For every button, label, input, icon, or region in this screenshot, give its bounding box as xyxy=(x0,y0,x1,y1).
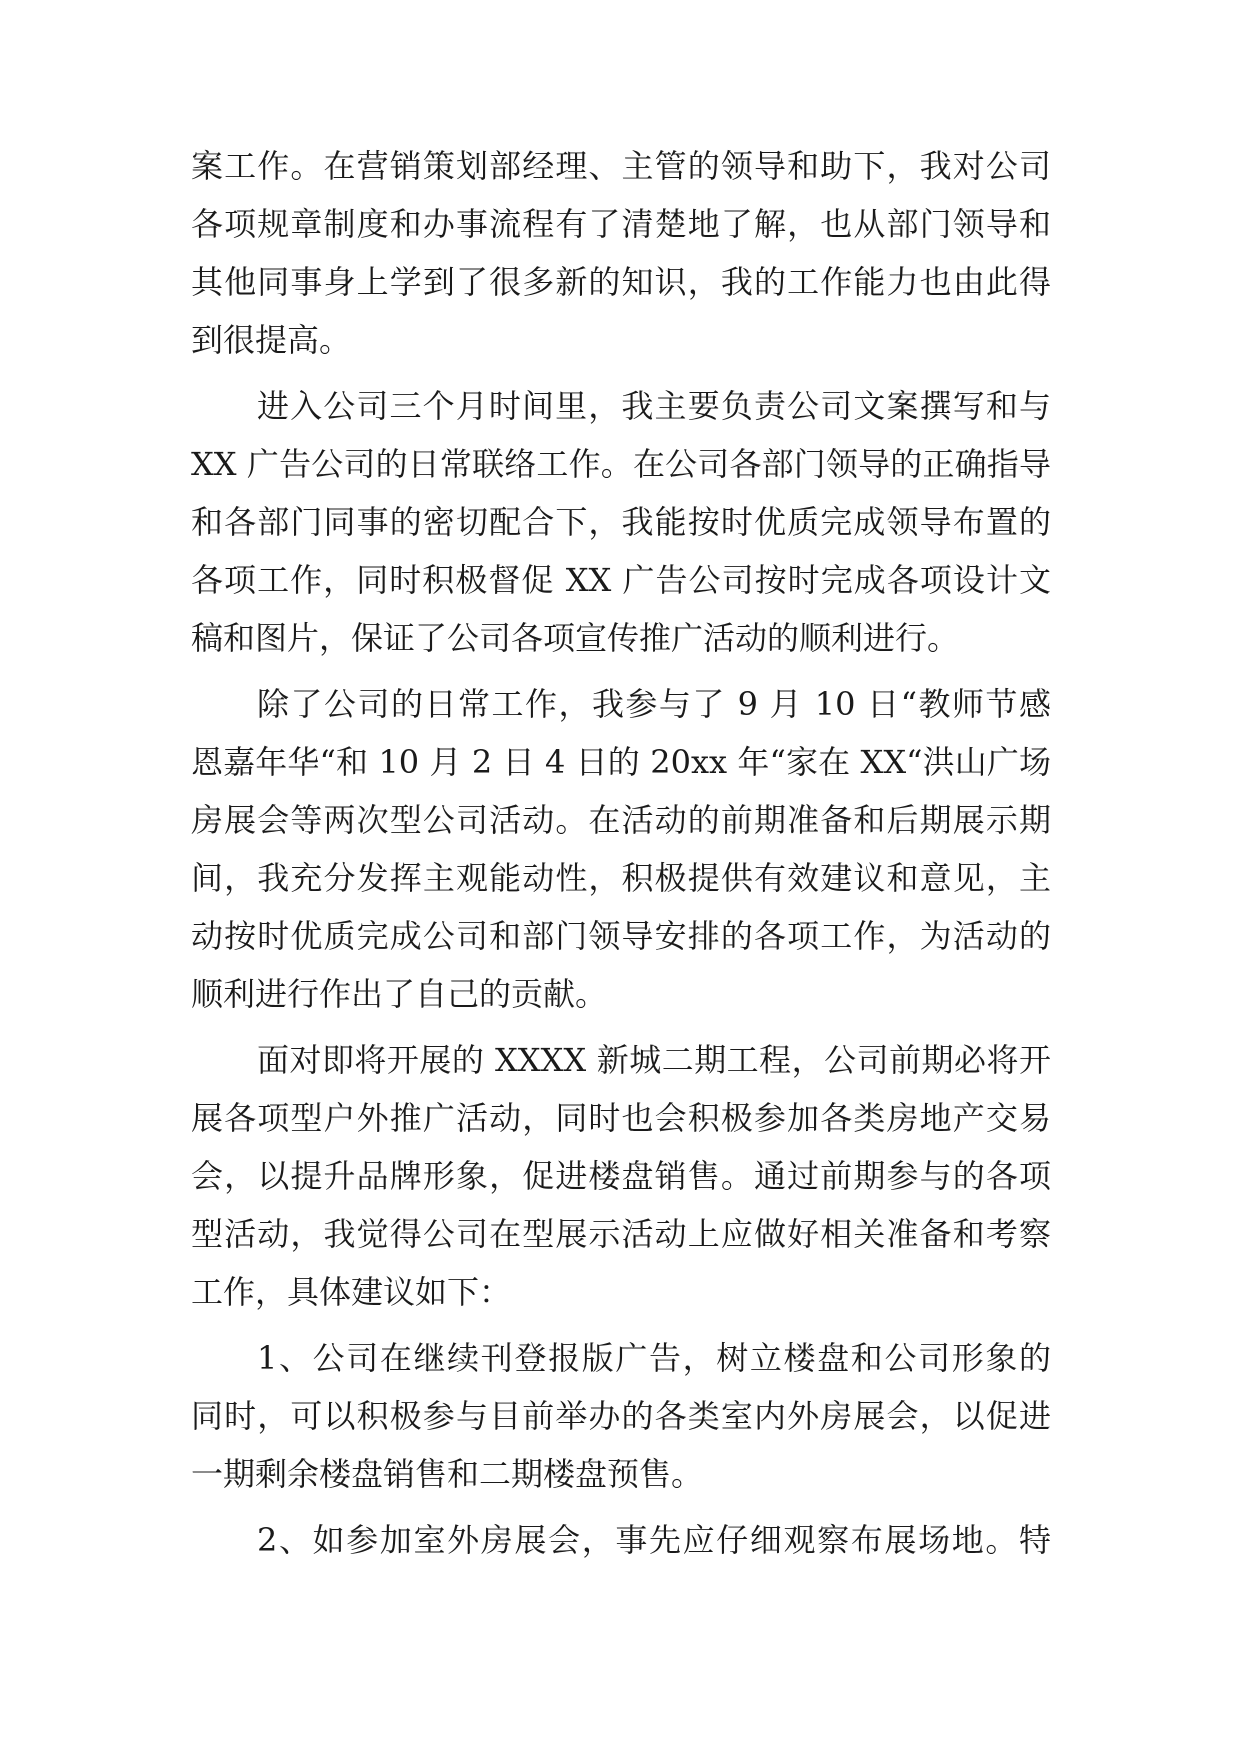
paragraph-2-line-2: XX 广告公司的日常联络工作。在公司各部门领导的正确指导 xyxy=(191,445,1051,483)
paragraph-3-line-5: 动按时优质完成公司和部门领导安排的各项工作，为活动的 xyxy=(191,917,1051,955)
list-item-1-line-1: 1、公司在继续刊登报版广告，树立楼盘和公司形象的 xyxy=(257,1339,1051,1377)
paragraph-3-line-2: 恩嘉年华“和 10 月 2 日 4 日的 20xx 年“家在 XX“洪山广场 xyxy=(191,743,1051,781)
paragraph-4-line-5: 工作，具体建议如下： xyxy=(191,1273,512,1311)
paragraph-gap xyxy=(191,1321,1051,1329)
paragraph-gap xyxy=(191,1023,1051,1031)
paragraph-4-line-3: 会，以提升品牌形象，促进楼盘销售。通过前期参与的各项 xyxy=(191,1157,1051,1195)
paragraph-gap xyxy=(191,1503,1051,1511)
paragraph-2-line-1: 进入公司三个月时间里，我主要负责公司文案撰写和与 xyxy=(257,387,1051,425)
paragraph-4-line-1: 面对即将开展的 XXXX 新城二期工程，公司前期必将开 xyxy=(257,1041,1051,1079)
paragraph-1-line-4: 到很提高。 xyxy=(191,321,352,359)
paragraph-3-line-1: 除了公司的日常工作，我参与了 9 月 10 日“教师节感 xyxy=(257,685,1051,723)
paragraph-2-line-3: 和各部门同事的密切配合下，我能按时优质完成领导布置的 xyxy=(191,503,1051,541)
paragraph-2-line-5: 稿和图片，保证了公司各项宣传推广活动的顺利进行。 xyxy=(191,619,960,657)
paragraph-1-line-2: 各项规章制度和办事流程有了清楚地了解，也从部门领导和 xyxy=(191,205,1051,243)
document-body xyxy=(191,137,1051,1569)
paragraph-3-line-4: 间，我充分发挥主观能动性，积极提供有效建议和意见，主 xyxy=(191,859,1051,897)
paragraph-3-line-3: 房展会等两次型公司活动。在活动的前期准备和后期展示期 xyxy=(191,801,1051,839)
paragraph-3-line-6: 顺利进行作出了自己的贡献。 xyxy=(191,975,608,1013)
paragraph-1-line-1: 案工作。在营销策划部经理、主管的领导和助下，我对公司 xyxy=(191,147,1051,185)
list-item-1-line-2: 同时，可以积极参与目前举办的各类室内外房展会，以促进 xyxy=(191,1397,1051,1435)
list-item-1-line-3: 一期剩余楼盘销售和二期楼盘预售。 xyxy=(191,1455,704,1493)
list-item-2-line-1: 2、如参加室外房展会，事先应仔细观察布展场地。特 xyxy=(257,1521,1051,1559)
paragraph-gap xyxy=(191,667,1051,675)
paragraph-2-line-4: 各项工作，同时积极督促 XX 广告公司按时完成各项设计文 xyxy=(191,561,1051,599)
paragraph-4-line-4: 型活动，我觉得公司在型展示活动上应做好相关准备和考察 xyxy=(191,1215,1051,1253)
paragraph-1-line-3: 其他同事身上学到了很多新的知识，我的工作能力也由此得 xyxy=(191,263,1051,301)
paragraph-gap xyxy=(191,369,1051,377)
paragraph-4-line-2: 展各项型户外推广活动，同时也会积极参加各类房地产交易 xyxy=(191,1099,1051,1137)
